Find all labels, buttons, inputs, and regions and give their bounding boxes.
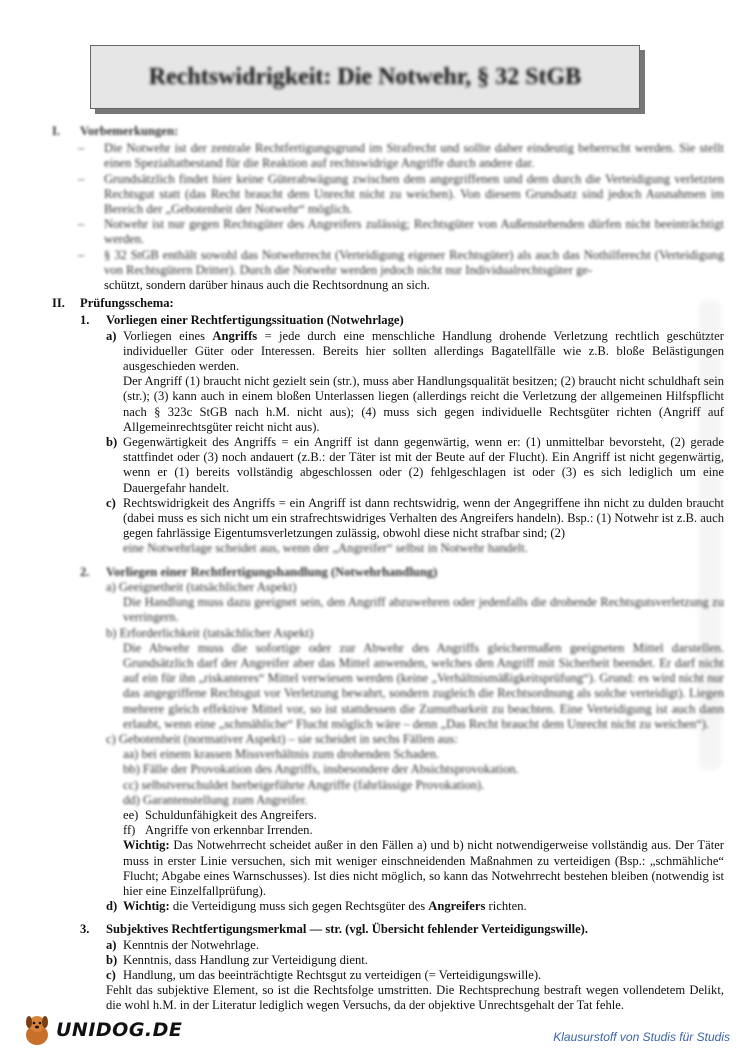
list-item: – Die Notwehr ist der zentrale Rechtfertigungsgrund im Strafrecht und sollte daher eindeutig beherrscht werden. Sie stellt einen Spezialtatbestand für die Reaktion auf rechtswidrige Angriffe durch andere dar. bbox=[78, 141, 724, 171]
note-wichtig bbox=[123, 838, 724, 899]
remarks-list bbox=[78, 141, 724, 278]
item-text: Kenntnis der Notwehrlage. bbox=[123, 937, 260, 952]
item-text: Kenntnis, dass Handlung zur Verteidigung dient. bbox=[123, 952, 368, 967]
item-label: c) bbox=[106, 967, 116, 982]
item-label: a) bbox=[106, 328, 117, 343]
sub-item-text: Angriffe von erkennbar Irrenden. bbox=[145, 823, 313, 838]
item-label: a) bbox=[106, 937, 117, 952]
item-text: Rechtswidrigkeit des Angriffs = ein Angriff ist dann rechtswidrig, wenn der Angegriffene ihn nicht zu dulden braucht (dabei muss es sich nicht um ein strafrechtswidriges Verhalten des Angreifers handeln). Bsp.: (1) Notwehr ist z.B. auch gegen fahrlässige Eigentumsverletzungen zulässig, obwohl diese nicht strafbar sind; (2) bbox=[123, 495, 724, 541]
sub-item-ff bbox=[123, 823, 724, 838]
item-label: b) bbox=[106, 952, 118, 967]
paragraph-angriff-details: Der Angriff (1) braucht nicht gezielt sein (str.), muss aber Handlungsqualität besitzen; (2) braucht nicht schuldhaft sein (str.); (3) kann auch in einem bloßen Unterlassen liegen (allerdings reicht die Verletzung der allgemeinen Hilfspflicht nach § 323c StGB nach h.M. nicht aus); (4) muss sich gegen individuelle Rechtsgüter richten (Angriff auf Allgemeinrechtsgüter reicht nicht aus). bbox=[123, 374, 724, 434]
list-item: – § 32 StGB enthält sowohl das Notwehrrecht (Verteidigung eigener Rechtsgüter) als auch das Nothilferecht (Verteidigung von Rechtsgütern Dritter). Durch die Notwehr werden jedoch nicht nur Individualrechtsgüter ge- bbox=[78, 248, 724, 278]
item-gebotenheit: c) Gebotenheit (normativer Aspekt) – sie scheidet in sechs Fällen aus: bbox=[106, 731, 458, 746]
sub-item: cc) selbstverschuldet herbeigeführte Angriffe (fahrlässige Provokation). bbox=[123, 777, 485, 792]
section-heading: Vorbemerkungen: bbox=[80, 124, 179, 138]
sub-item-label: ee) bbox=[123, 807, 139, 822]
dog-mascot-icon bbox=[22, 1013, 52, 1047]
point-heading: Vorliegen einer Rechtfertigungssituation (Notwehrlage) bbox=[106, 313, 404, 328]
point-heading: Subjektives Rechtfertigungsmerkmal — str. (vgl. Übersicht fehlender Verteidigungswille). bbox=[106, 922, 589, 937]
point-number: 2. bbox=[80, 564, 90, 579]
paragraph-blurred: eine Notwehrlage scheidet aus, wenn der „Angreifer“ selbst in Notwehr handelt. bbox=[123, 541, 528, 556]
point-2 bbox=[52, 565, 724, 580]
item-gegenwaertigkeit bbox=[106, 435, 724, 496]
item-geeignetheit: a) Geeignetheit (tatsächlicher Aspekt) bbox=[106, 579, 297, 594]
item-text: Gegenwärtigkeit des Angriffs = ein Angriff ist dann gegenwärtig, wenn er: (1) unmittelbar bevorsteht, (2) gerade stattfindet oder (3) noch andauert (z.B.: der Täter ist mit der Beute auf der Flucht). Ein Angriff ist nicht gegenwärtig, wenn er (1) bereits vollständig abgeschlossen oder (2) fehlgeschlagen ist oder (3) es sich lediglich um eine Dauergefahr handelt. bbox=[123, 435, 724, 495]
sub-item-text: Schuldunfähigkeit des Angreifers. bbox=[145, 807, 317, 822]
sub-item: bb) Fälle der Provokation des Angriffs, insbesondere der Absichtsprovokation. bbox=[123, 762, 519, 777]
point-heading: Vorliegen einer Rechtfertigungshandlung (Notwehrhandlung) bbox=[106, 564, 438, 579]
note-label: Wichtig: bbox=[123, 899, 170, 914]
paragraph-erforderlichkeit: Die Abwehr muss die sofortige oder zur Abwehr des Angriffs gleichermaßen geeigneten Mittel darstellen. Grundsätzlich darf der Angreifer aber das Mittel anwenden, welches den Angriff mit Sicherheit beendet. Er darf nicht auf ein für ihn „riskanteres“ Mittel verwiesen werden (keine „Verhältnismäßigkeitsprüfung“). Grund: es wird nicht nur das angegriffene Rechtsgut vor Verletzung bewahrt, sondern zugleich die Rechtsordnung als solche verteidigt). Liegen mehrere gleich effektive Mittel vor, so ist stattdessen die Zumutbarkeit zu beachten. Eine Verteidigung ist auch dann erlaubt, wenn eine „schmähliche“ Flucht möglich wäre – denn „Das Recht braucht dem Unrecht nicht zu weichen“). bbox=[123, 640, 724, 731]
section-vorbemerkungen bbox=[52, 124, 724, 278]
footer-tagline: Klausurstoff von Studis für Studis bbox=[553, 1030, 730, 1044]
item-text: Vorliegen eines bbox=[123, 328, 205, 343]
item-keyword: Angreifers bbox=[428, 899, 486, 914]
item-angriff bbox=[106, 329, 724, 375]
item-keyword: Angriffs bbox=[212, 328, 258, 343]
footer-logo[interactable] bbox=[22, 1013, 182, 1047]
item-text: die Verteidigung muss sich gegen Rechtsgüter des bbox=[172, 899, 426, 914]
point-1 bbox=[52, 313, 724, 328]
point-number: 1. bbox=[80, 313, 90, 328]
page-title: Rechtswidrigkeit: Die Notwehr, § 32 StGB bbox=[148, 63, 582, 90]
section-pruefungsschema bbox=[52, 296, 724, 311]
remarks-tail: schützt, sondern darüber hinaus auch die Rechtsordnung an sich. bbox=[104, 278, 430, 293]
list-item: – Notwehr ist nur gegen Rechtsgüter des Angreifers zulässig; Rechtsgüter von Außenstehenden dürfen nicht beeinträchtigt werden. bbox=[78, 217, 724, 247]
item-label: c) bbox=[106, 495, 116, 510]
point-number: 3. bbox=[80, 922, 90, 937]
sub-item: dd) Garantenstellung zum Angreifer. bbox=[123, 792, 308, 807]
point-3 bbox=[52, 922, 724, 937]
point-2-blurred bbox=[52, 565, 724, 808]
sub-item-label: ff) bbox=[123, 823, 136, 838]
section-number: II. bbox=[52, 296, 65, 311]
item-label: b) bbox=[106, 435, 118, 450]
item-d bbox=[106, 899, 724, 914]
item-label: d) bbox=[106, 899, 118, 914]
sub-item: aa) bei einem krassen Missverhältnis zum drohenden Schaden. bbox=[123, 747, 440, 762]
logo-text: UNIDOG.DE bbox=[56, 1019, 183, 1041]
section-number: I. bbox=[52, 124, 61, 138]
closing-paragraph: Fehlt das subjektive Element, so ist die Rechtsfolge umstritten. Die Rechtsprechung bestraft wegen vollendetem Delikt, die wohl h.M. in der Literatur lediglich wegen Versuchs, da der objektive Unrechtsgehalt der Tat fehle. bbox=[106, 983, 724, 1013]
item-verteidigungswille bbox=[106, 968, 724, 983]
watermark-graphic bbox=[690, 300, 730, 770]
title-box bbox=[90, 45, 640, 109]
item-text: Handlung, um das beeinträchtigte Rechtsgut zu verteidigen (= Verteidigungswille). bbox=[123, 967, 542, 982]
item-text: richten. bbox=[488, 899, 527, 914]
item-erforderlichkeit: b) Erforderlichkeit (tatsächlicher Aspekt) bbox=[106, 625, 314, 640]
section-heading: Prüfungsschema: bbox=[80, 296, 174, 311]
sub-item-ee bbox=[123, 808, 724, 823]
document-body bbox=[52, 120, 724, 1014]
item-kenntnis-verteidigung bbox=[106, 953, 724, 968]
paragraph-geeignetheit: Die Handlung muss dazu geeignet sein, den Angriff abzuwehren oder jedenfalls die drohende Rechtsgutsverletzung zu verringern. bbox=[123, 595, 724, 625]
item-text: = jede durch eine menschliche Handlung drohende Verletzung rechtlich geschützter individueller Güter oder Interessen. Bereits hier sollten allerdings Bagatellfälle wie z.B. bloße Belästigungen ausgeschieden werden. bbox=[123, 328, 724, 374]
item-rechtswidrigkeit bbox=[106, 496, 724, 542]
note-label: Wichtig: bbox=[123, 838, 170, 853]
note-text: Das Notwehrrecht scheidet außer in den Fällen a) und b) nicht notwendigerweise vollständig aus. Der Täter muss in erster Linie versuchen, sich mit weniger einschneidenden Maßnahmen zu verteidigen (Bsp.: „schmähliche“ Flucht; Abgabe eines Warnschusses). Ist dies nicht möglich, so kann das Notwehrrecht bestehen bleiben (notwendig ist hier eine Einzelfallprüfung). bbox=[123, 838, 724, 898]
item-kenntnis-notwehrlage bbox=[106, 938, 724, 953]
list-item: – Grundsätzlich findet hier keine Güterabwägung zwischen dem angegriffenen und dem durch die Verteidigung verletzten Rechtsgut statt (das Recht braucht dem Unrecht nicht zu weichen). Von diesem Grundsatz sind jedoch Ausnahmen im Bereich der „Gebotenheit der Notwehr“ möglich. bbox=[78, 172, 724, 218]
